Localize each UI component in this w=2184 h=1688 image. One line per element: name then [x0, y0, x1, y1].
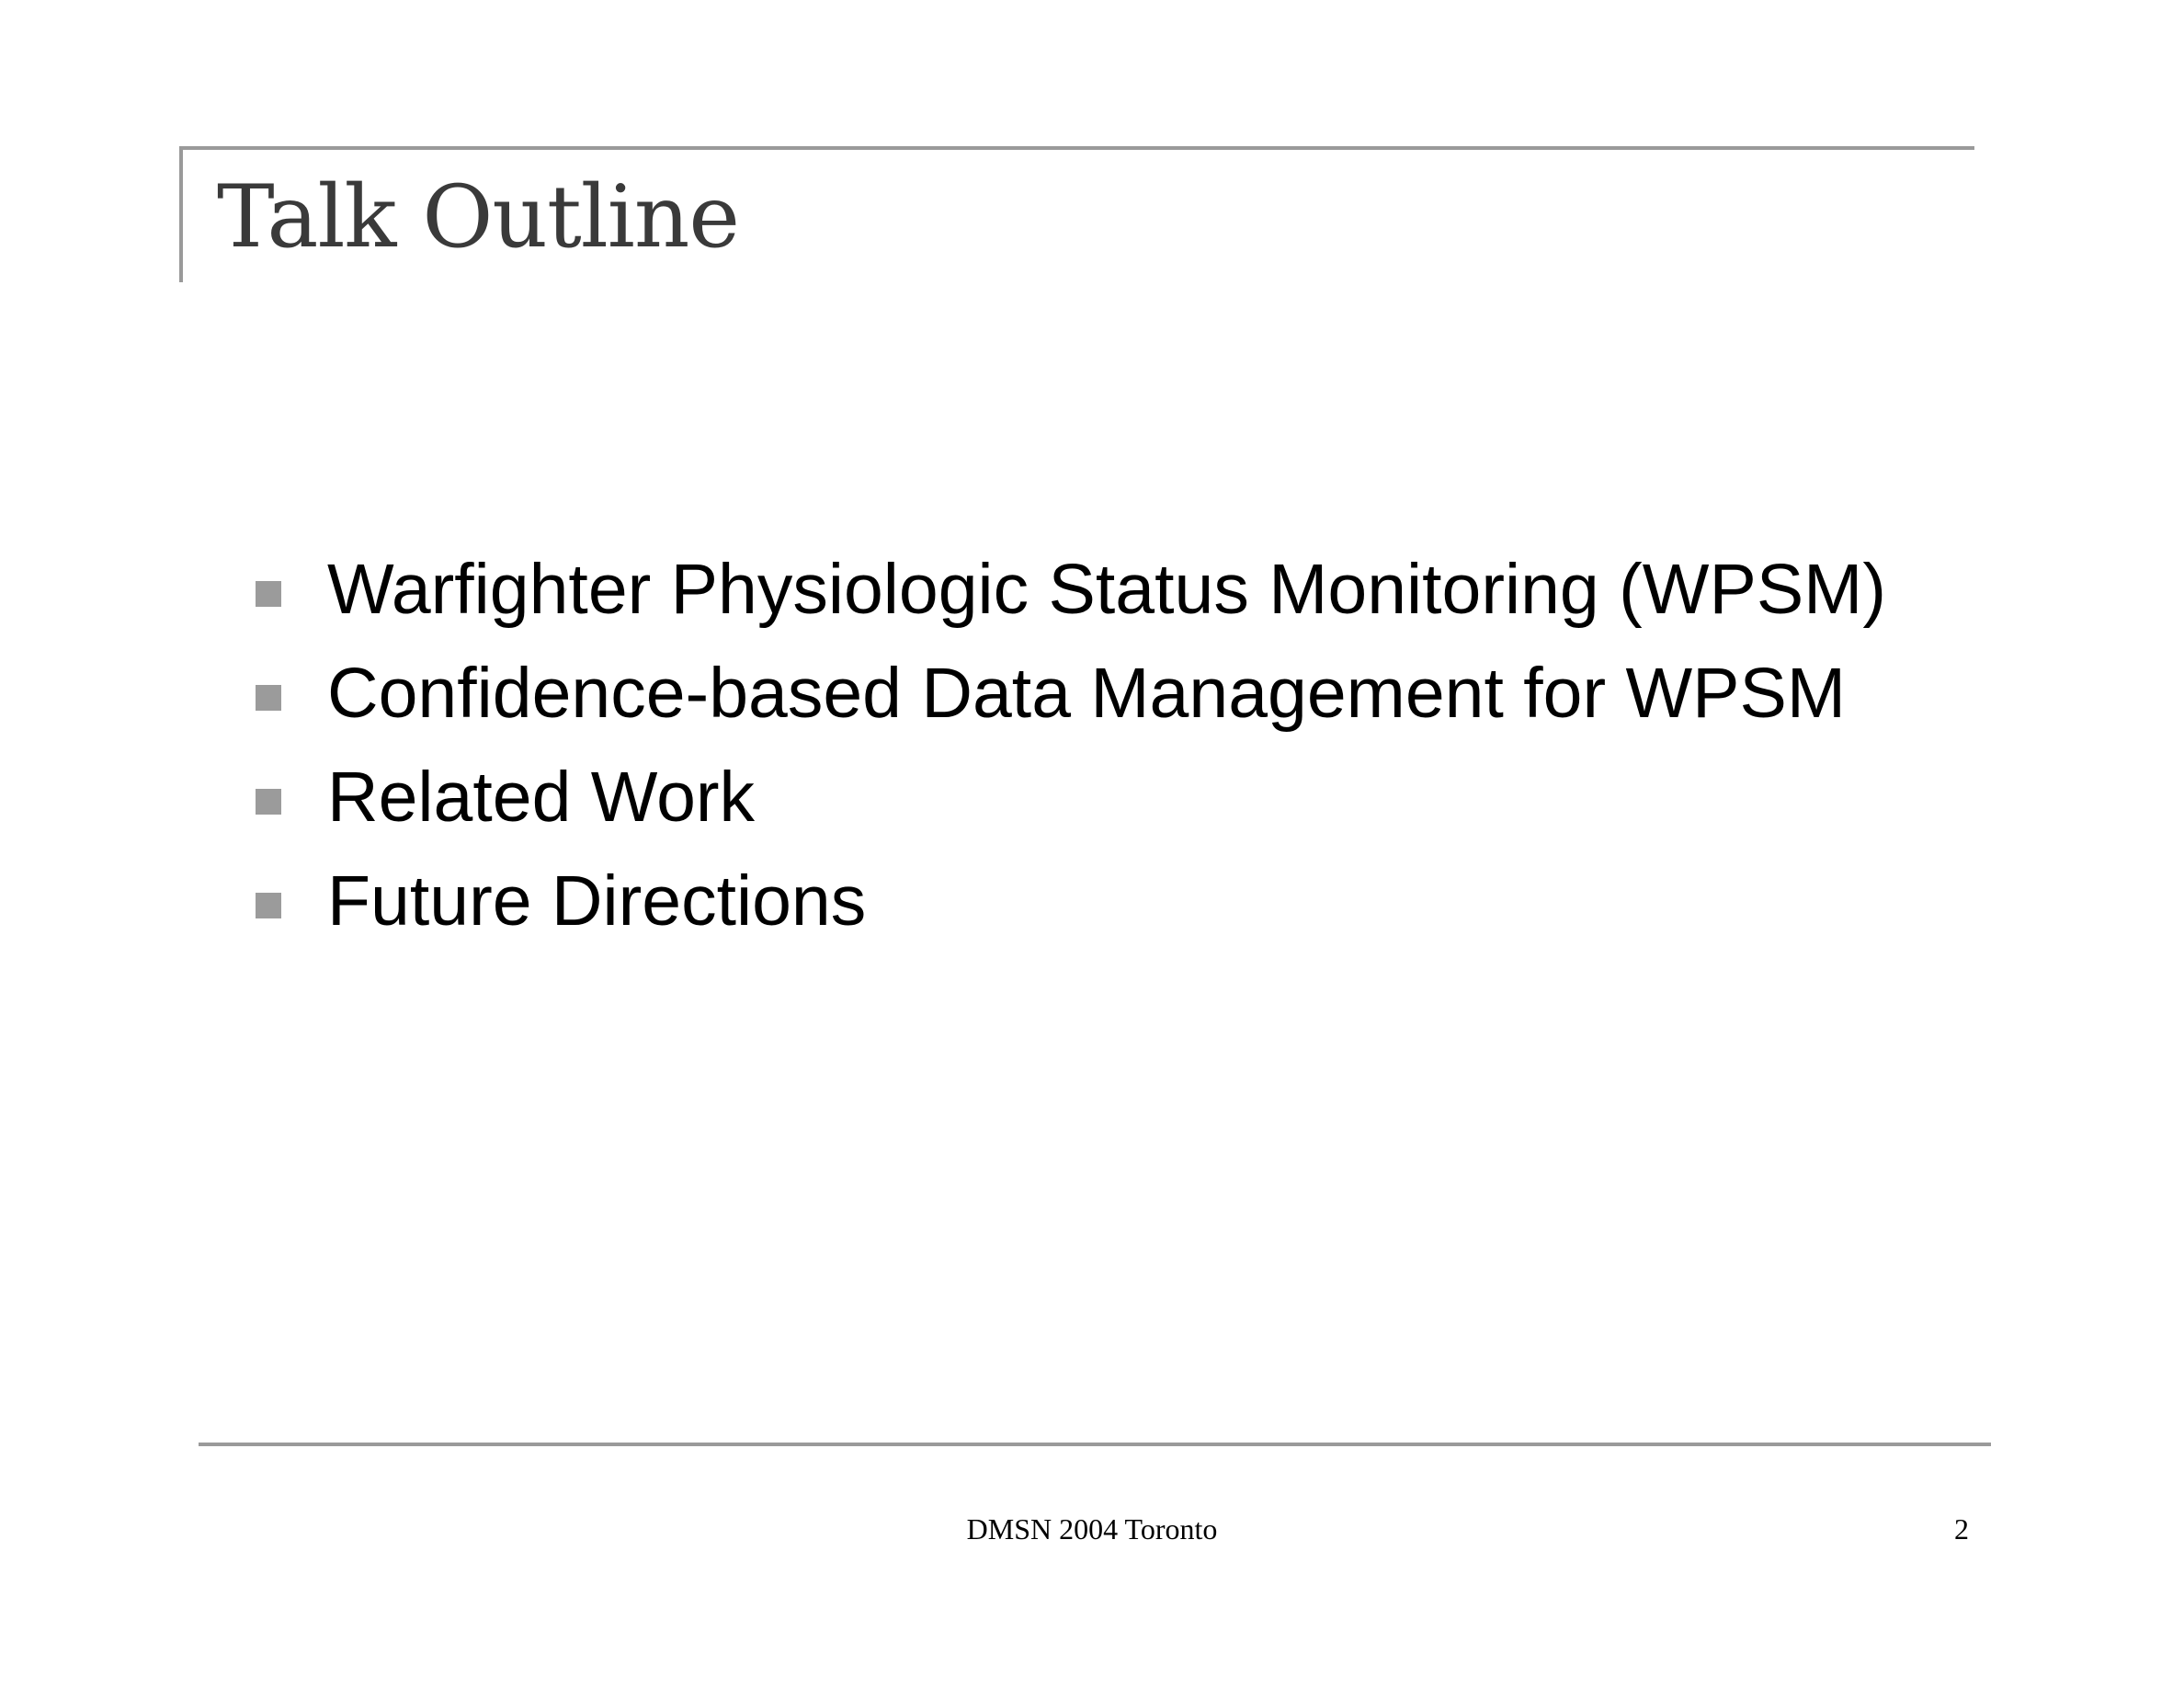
- square-bullet-icon: [256, 581, 281, 607]
- bullet-text: Confidence-based Data Management for WPSM: [327, 654, 1847, 733]
- bullet-item: [256, 642, 1886, 746]
- title-rule-top: [179, 146, 1974, 150]
- footer-rule: [199, 1443, 1991, 1446]
- bullet-item: [256, 746, 1886, 850]
- bullet-item: [256, 850, 1886, 953]
- footer-text: DMSN 2004 Toronto: [966, 1512, 1218, 1545]
- square-bullet-icon: [256, 893, 281, 918]
- bullet-text: Future Directions: [327, 861, 867, 941]
- title-rule-left: [179, 146, 183, 282]
- bullet-item: [256, 538, 1886, 642]
- bullet-list: [256, 538, 1886, 953]
- bullet-text: Warfighter Physiologic Status Monitoring (WPSM): [327, 550, 1886, 629]
- page-number: 2: [1954, 1512, 1969, 1545]
- bullet-text: Related Work: [327, 758, 756, 837]
- square-bullet-icon: [256, 685, 281, 711]
- slide-title: Talk Outline: [217, 167, 740, 268]
- square-bullet-icon: [256, 789, 281, 815]
